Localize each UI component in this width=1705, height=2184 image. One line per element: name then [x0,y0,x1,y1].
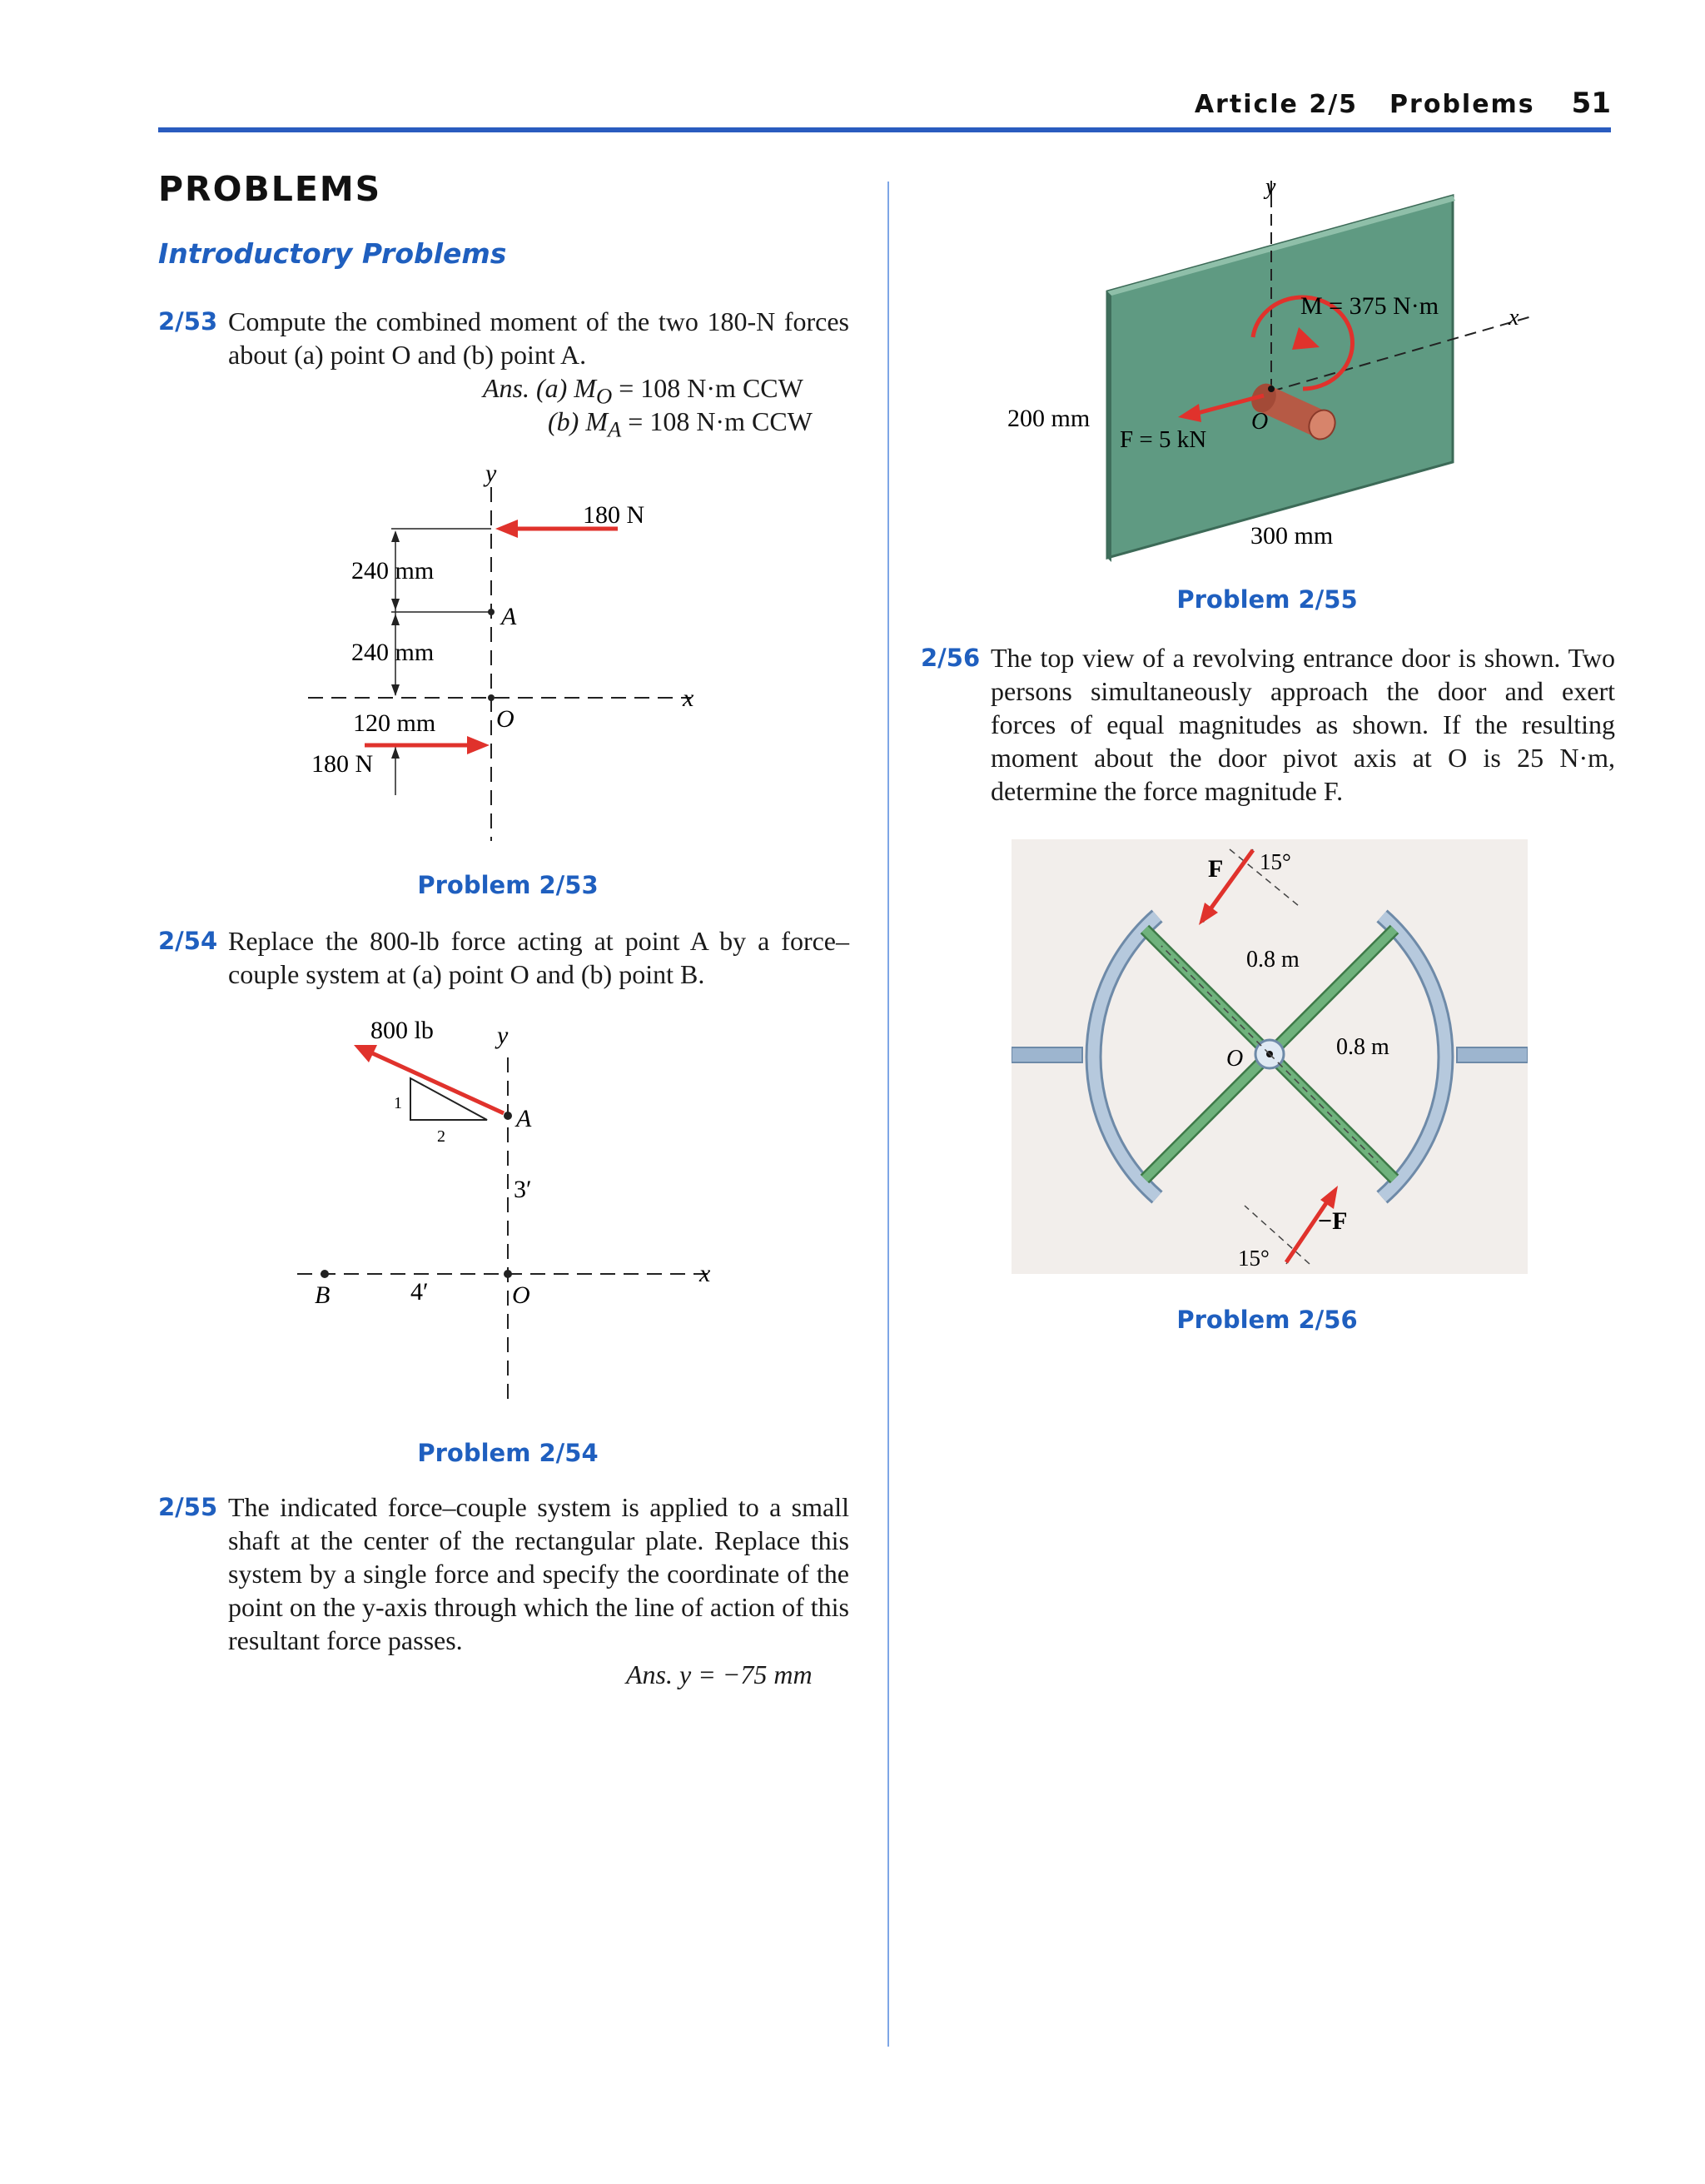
fig254-dim-horizontal: 4′ [410,1278,429,1306]
section-subtitle: Introductory Problems [158,237,507,270]
caption-2-55: Problem 2/55 [1176,585,1358,614]
fig254-point-o: O [512,1281,530,1309]
fig256-angle-top: 15° [1260,849,1291,874]
fig254-dim-vertical: 3′ [514,1176,532,1203]
fig256-angle-bottom: 15° [1238,1246,1270,1271]
caption-2-56: Problem 2/56 [1176,1306,1358,1334]
fig254-point-b: B [315,1281,331,1309]
fig254-slope-rise: 1 [394,1094,402,1112]
answer-a: Ans. (a) $M_O = 108$ N·m CCW [483,373,803,409]
header-article: Article 2/5 [1194,90,1359,119]
fig253-force-bottom: 180 N [311,750,374,778]
fig256-force-bottom: −F [1318,1207,1348,1235]
page-number: 51 [1571,87,1611,120]
figure-2-53 [291,462,724,845]
problem-text: Replace the 800-lb force acting at point A by a force–couple system at (a) point O and (b) point B. [228,926,849,989]
problem-2-53 [158,305,849,371]
problem-2-56 [921,641,1615,808]
fig253-dim2: 240 mm [351,639,435,666]
fig253-dim3: 120 mm [353,709,436,737]
problem-text: Compute the combined moment of the two 180-N forces about (a) point O and (b) point A. [228,306,849,370]
figure-2-55 [999,171,1548,570]
problem-2-54 [158,924,849,991]
fig254-axis-x: x [699,1260,711,1287]
fig256-dist-bottom: 0.8 m [1336,1034,1389,1060]
running-header [1163,87,1611,120]
fig254-point-a: A [516,1105,532,1132]
fig255-height: 200 mm [1007,405,1091,432]
fig255-axis-x: x [1509,305,1519,331]
problem-text: The top view of a revolving entrance door is shown. Two persons simultaneously approach the door and exert forces of equal magnitudes as shown. If the resulting moment about the door pivot axis at O is 25 N·m, determine the force magnitude F. [991,643,1615,806]
problem-number: 2/54 [158,927,218,955]
problem-number: 2/56 [921,644,981,672]
fig253-axis-y: y [485,462,497,487]
caption-2-53: Problem 2/53 [417,871,599,899]
column-divider [887,182,889,2047]
figure-2-56 [1012,839,1528,1274]
fig253-point-a: A [501,603,517,630]
fig254-axis-y: y [497,1022,509,1049]
section-title: PROBLEMS [158,169,382,209]
fig253-dim1: 240 mm [351,557,435,585]
answer-2-55: Ans. y = −75 mm [626,1659,813,1689]
problem-2-55 [158,1490,849,1657]
fig253-point-o: O [496,705,514,733]
problem-text: The indicated force–couple system is applied to a small shaft at the center of the rectangular plate. Replace this system by a single force and specify the coordinate of the point on the y-axis through which the line of action of this resultant force passes. [228,1492,849,1655]
fig255-force: F = 5 kN [1120,426,1207,453]
fig253-axis-x: x [683,684,694,712]
fig256-force-top: F [1208,855,1224,883]
fig254-slope-run: 2 [437,1127,445,1146]
fig256-point-o: O [1226,1046,1244,1072]
fig255-point-o: O [1251,409,1269,435]
caption-2-54: Problem 2/54 [417,1439,599,1467]
answer-b: (b) $M_A = 108$ N·m CCW [548,406,813,442]
fig255-width: 300 mm [1250,522,1334,550]
fig255-moment: M = 375 N·m [1300,292,1439,320]
fig253-force-top: 180 N [583,501,645,529]
fig256-dist-top: 0.8 m [1246,947,1300,973]
fig254-force: 800 lb [370,1017,434,1044]
problem-number: 2/53 [158,307,218,336]
fig255-axis-y: y [1265,174,1276,200]
header-section: Problems [1389,90,1535,119]
header-rule [158,127,1611,132]
figure-2-54 [287,1012,737,1411]
problem-number: 2/55 [158,1493,218,1521]
